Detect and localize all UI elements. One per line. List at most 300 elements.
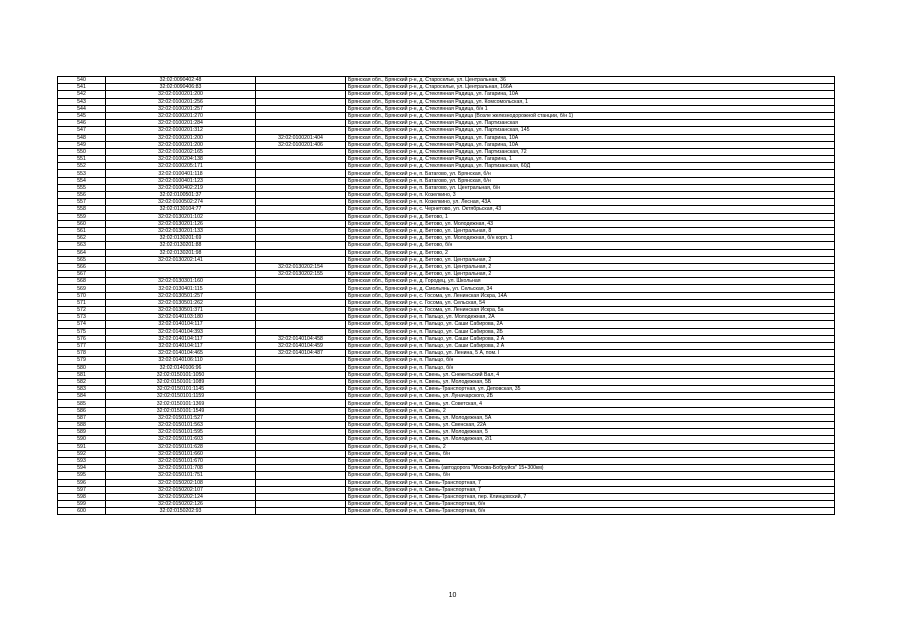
linked-cadastral-number-cell <box>256 299 346 306</box>
table-row <box>58 227 835 234</box>
address-cell: Брянская обл., Брянский р-н, д. Староселье, ул. Центральная, 166А <box>346 84 835 91</box>
row-number-cell: 560 <box>58 220 106 227</box>
address-cell: Брянская обл., Брянский р-н, д. Стеклянная Радица, ул. Партизанская, 60Д <box>346 163 835 170</box>
linked-cadastral-number-cell <box>256 127 346 134</box>
table-row <box>58 314 835 321</box>
table-row <box>58 134 835 141</box>
cadastral-number-cell: 32:02:0100502:274 <box>106 199 256 206</box>
address-cell: Брянская обл., Брянский р-н, п. Свень, 2 <box>346 443 835 450</box>
linked-cadastral-number-cell <box>256 98 346 105</box>
address-cell: Брянская обл., Брянский р-н, д. Бетово, ул. Центральная, 2 <box>346 263 835 270</box>
address-cell: Брянская обл., Брянский р-н, п. Пальцо, ул. Ленина, 5 А, пом. I <box>346 350 835 357</box>
row-number-cell: 600 <box>58 508 106 515</box>
linked-cadastral-number-cell: 32:02:0100201:404 <box>256 134 346 141</box>
linked-cadastral-number-cell <box>256 307 346 314</box>
row-number-cell: 564 <box>58 249 106 256</box>
address-cell: Брянская обл., Брянский р-н, п. Свень, ул. Молодежная, 5 <box>346 429 835 436</box>
table-row <box>58 77 835 84</box>
cadastral-number-cell: 32:02:0100401:123 <box>106 177 256 184</box>
linked-cadastral-number-cell <box>256 450 346 457</box>
table-row <box>58 156 835 163</box>
row-number-cell: 579 <box>58 357 106 364</box>
address-cell: Брянская обл., Брянский р-н, п. Свень-Транспортная, ул. Деповская, 35 <box>346 386 835 393</box>
address-cell: Брянская обл., Брянский р-н, д. Бетово, б/н <box>346 242 835 249</box>
row-number-cell: 561 <box>58 227 106 234</box>
row-number-cell: 586 <box>58 407 106 414</box>
cadastral-number-cell: 32:02:0150101:751 <box>106 472 256 479</box>
address-cell: Брянская обл., Брянский р-н, д. Стеклянная Радица, ул. Гагарина, 10А <box>346 141 835 148</box>
address-cell: Брянская обл., Брянский р-н, п. Свень-Транспортная, б/н <box>346 508 835 515</box>
address-cell: Брянская обл., Брянский р-н, п. Свень, ул. Снежетьский Вал, 4 <box>346 371 835 378</box>
row-number-cell: 547 <box>58 127 106 134</box>
linked-cadastral-number-cell <box>256 184 346 191</box>
address-cell: Брянская обл., Брянский р-н, д. Стеклянная Радица, б/н 1 <box>346 105 835 112</box>
row-number-cell: 570 <box>58 292 106 299</box>
row-number-cell: 544 <box>58 105 106 112</box>
table-row <box>58 443 835 450</box>
address-cell: Брянская обл., Брянский р-н, д. Стеклянная Радица, ул. Гагарина, 10А <box>346 134 835 141</box>
cadastral-number-cell: 32:02:0130202:141 <box>106 256 256 263</box>
linked-cadastral-number-cell <box>256 493 346 500</box>
address-cell: Брянская обл., Брянский р-н, д. Бетово, ул. Молодежная, 43 <box>346 220 835 227</box>
row-number-cell: 593 <box>58 457 106 464</box>
address-cell: Брянская обл., Брянский р-н, д. Городец, ул. Школьная <box>346 278 835 285</box>
linked-cadastral-number-cell: 32:02:0130202:155 <box>256 271 346 278</box>
linked-cadastral-number-cell: 32:02:0130202:154 <box>256 263 346 270</box>
cadastral-number-cell: 32:02:0130501:371 <box>106 307 256 314</box>
table-row <box>58 127 835 134</box>
linked-cadastral-number-cell <box>256 407 346 414</box>
table-row <box>58 278 835 285</box>
cadastral-number-cell: 32:02:0140104:465 <box>106 350 256 357</box>
row-number-cell: 578 <box>58 350 106 357</box>
address-cell: Брянская обл., Брянский р-н, с. Чернетово, ул. Октябрьская, 43 <box>346 206 835 213</box>
linked-cadastral-number-cell <box>256 256 346 263</box>
table-row <box>58 213 835 220</box>
cadastral-number-cell: 32:02:0150101:1145 <box>106 386 256 393</box>
table-row <box>58 407 835 414</box>
table-row <box>58 393 835 400</box>
address-cell: Брянская обл., Брянский р-н, п. Свень-Транспортная, пер. Клинцовский, 7 <box>346 493 835 500</box>
linked-cadastral-number-cell <box>256 77 346 84</box>
cadastral-number-cell <box>106 271 256 278</box>
address-cell: Брянская обл., Брянский р-н, д. Стеклянная Радица (Возле железнодорожной станции, б/н 1) <box>346 112 835 119</box>
table-row <box>58 422 835 429</box>
row-number-cell: 543 <box>58 98 106 105</box>
linked-cadastral-number-cell <box>256 148 346 155</box>
linked-cadastral-number-cell <box>256 378 346 385</box>
linked-cadastral-number-cell: 32:02:0140104:487 <box>256 350 346 357</box>
table-row <box>58 242 835 249</box>
row-number-cell: 558 <box>58 206 106 213</box>
address-cell: Брянская обл., Брянский р-н, п. Свень-Транспортная, 7 <box>346 486 835 493</box>
linked-cadastral-number-cell <box>256 465 346 472</box>
cadastral-number-cell: 32:02:0130201:102 <box>106 213 256 220</box>
address-cell: Брянская обл., Брянский р-н, д. Стеклянная Радица, ул. Партизанская, 145 <box>346 127 835 134</box>
linked-cadastral-number-cell <box>256 501 346 508</box>
table-row <box>58 307 835 314</box>
table-row <box>58 450 835 457</box>
address-cell: Брянская обл., Брянский р-н, п. Батагово, ул. Центральная, б/н <box>346 184 835 191</box>
cadastral-number-cell: 32:02:0150202:108 <box>106 479 256 486</box>
linked-cadastral-number-cell <box>256 84 346 91</box>
table-row <box>58 98 835 105</box>
cadastral-number-cell: 32:02:0100201:200 <box>106 141 256 148</box>
table-row <box>58 206 835 213</box>
row-number-cell: 553 <box>58 170 106 177</box>
row-number-cell: 545 <box>58 112 106 119</box>
row-number-cell: 577 <box>58 342 106 349</box>
row-number-cell: 581 <box>58 371 106 378</box>
table-row <box>58 163 835 170</box>
address-cell: Брянская обл., Брянский р-н, д. Бетово, ул. Молодежная, б/н корп. 1 <box>346 235 835 242</box>
address-cell: Брянская обл., Брянский р-н, п. Пальцо, ул. Молодежная, 2А <box>346 314 835 321</box>
row-number-cell: 549 <box>58 141 106 148</box>
cadastral-number-cell: 32:02:0140104:117 <box>106 321 256 328</box>
table-row <box>58 364 835 371</box>
table-row <box>58 192 835 199</box>
table-row <box>58 400 835 407</box>
address-cell: Брянская обл., Брянский р-н, п. Батагово, ул. Брянская, б/н <box>346 177 835 184</box>
row-number-cell: 551 <box>58 156 106 163</box>
linked-cadastral-number-cell <box>256 364 346 371</box>
address-cell: Брянская обл., Брянский р-н, п. Свень, б/н <box>346 472 835 479</box>
cadastral-number-cell: 32:02:0100205:171 <box>106 163 256 170</box>
cadastral-number-cell: 32:02:0140104:117 <box>106 342 256 349</box>
row-number-cell: 562 <box>58 235 106 242</box>
table-row <box>58 148 835 155</box>
address-cell: Брянская обл., Брянский р-н, д. Стеклянная Радица, ул. Гагарина, 1 <box>346 156 835 163</box>
table-row <box>58 486 835 493</box>
cadastral-number-cell: 32:02:0100201:312 <box>106 127 256 134</box>
row-number-cell: 555 <box>58 184 106 191</box>
row-number-cell: 597 <box>58 486 106 493</box>
linked-cadastral-number-cell <box>256 386 346 393</box>
table-row <box>58 177 835 184</box>
cadastral-number-cell: 32:02:0100201:256 <box>106 98 256 105</box>
table-row <box>58 350 835 357</box>
address-cell: Брянская обл., Брянский р-н, п. Свень-Транспортная, 7 <box>346 479 835 486</box>
address-cell: Брянская обл., Брянский р-н, с. Госома, ул. Ленинская Искра, 5а <box>346 307 835 314</box>
row-number-cell: 565 <box>58 256 106 263</box>
linked-cadastral-number-cell <box>256 170 346 177</box>
address-cell: Брянская обл., Брянский р-н, п. Свень (автодорога "Москва-Бобруйск" 15+300км) <box>346 465 835 472</box>
page-number: 10 <box>448 592 457 599</box>
row-number-cell: 592 <box>58 450 106 457</box>
table-row <box>58 493 835 500</box>
row-number-cell: 590 <box>58 436 106 443</box>
address-cell: Брянская обл., Брянский р-н, д. Староселье, ул. Центральная, 36 <box>346 77 835 84</box>
address-cell: Брянская обл., Брянский р-н, п. Свень, ул. Советская, 4 <box>346 400 835 407</box>
cadastral-number-cell: 32:02:0130501:257 <box>106 292 256 299</box>
table-row <box>58 501 835 508</box>
cadastral-number-cell: 32:02:0100201:200 <box>106 134 256 141</box>
table-row <box>58 285 835 292</box>
row-number-cell: 585 <box>58 400 106 407</box>
cadastral-number-cell: 32:02:0150101:1369 <box>106 400 256 407</box>
linked-cadastral-number-cell <box>256 278 346 285</box>
cadastral-number-cell: 32:02:0150101:670 <box>106 457 256 464</box>
address-cell: Брянская обл., Брянский р-н, д. Бетово, 1 <box>346 213 835 220</box>
cadastral-number-cell: 32:02:0130201:126 <box>106 220 256 227</box>
table-row <box>58 335 835 342</box>
linked-cadastral-number-cell <box>256 400 346 407</box>
linked-cadastral-number-cell <box>256 508 346 515</box>
row-number-cell: 548 <box>58 134 106 141</box>
address-cell: Брянская обл., Брянский р-н, п. Свень-Транспортная, б/н <box>346 501 835 508</box>
address-cell: Брянская обл., Брянский р-н, д. Стеклянная Радица, ул. Комсомольская, 1 <box>346 98 835 105</box>
address-cell: Брянская обл., Брянский р-н, п. Свень, б/н <box>346 450 835 457</box>
linked-cadastral-number-cell <box>256 292 346 299</box>
row-number-cell: 563 <box>58 242 106 249</box>
address-cell: Брянская обл., Брянский р-н, д. Стеклянная Радица, ул. Гагарина, 10А <box>346 91 835 98</box>
row-number-cell: 588 <box>58 422 106 429</box>
table-row <box>58 112 835 119</box>
table-row <box>58 292 835 299</box>
cadastral-number-cell: 32:02:0150202:124 <box>106 493 256 500</box>
table-row <box>58 328 835 335</box>
address-cell: Брянская обл., Брянский р-н, д. Бетово, ул. Центральная, 2 <box>346 256 835 263</box>
address-cell: Брянская обл., Брянский р-н, п. Пальцо, ул. Саши Сабирова, 2 А <box>346 335 835 342</box>
table-row <box>58 479 835 486</box>
row-number-cell: 557 <box>58 199 106 206</box>
row-number-cell: 567 <box>58 271 106 278</box>
address-cell: Брянская обл., Брянский р-н, п. Пальцо, ул. Саши Сабирова, 2Б <box>346 328 835 335</box>
row-number-cell: 554 <box>58 177 106 184</box>
address-cell: Брянская обл., Брянский р-н, п. Пальцо, ул. Саши Сабирова, 2 А <box>346 342 835 349</box>
cadastral-number-cell: 32:02:0100201:284 <box>106 120 256 127</box>
address-cell: Брянская обл., Брянский р-н, п. Пальцо, б/н <box>346 357 835 364</box>
row-number-cell: 556 <box>58 192 106 199</box>
address-cell: Брянская обл., Брянский р-н, п. Батагово, ул. Брянская, б/н <box>346 170 835 177</box>
cadastral-number-cell: 32:02:0100204:138 <box>106 156 256 163</box>
table-row <box>58 184 835 191</box>
table-row <box>58 249 835 256</box>
linked-cadastral-number-cell <box>256 357 346 364</box>
table-row <box>58 508 835 515</box>
table-row <box>58 235 835 242</box>
row-number-cell: 580 <box>58 364 106 371</box>
cadastral-number-cell: 32:02:0150101:527 <box>106 414 256 421</box>
address-cell: Брянская обл., Брянский р-н, п. Свень, ул. Молодежная, 2/1 <box>346 436 835 443</box>
table-row <box>58 256 835 263</box>
linked-cadastral-number-cell <box>256 429 346 436</box>
linked-cadastral-number-cell <box>256 371 346 378</box>
cadastral-number-cell: 32:02:0140106:110 <box>106 357 256 364</box>
cadastral-number-cell: 32:02:0130301:160 <box>106 278 256 285</box>
cadastral-number-cell: 32:02:0130201:133 <box>106 227 256 234</box>
table-row <box>58 371 835 378</box>
cadastral-number-cell: 32:02:0130201:69 <box>106 235 256 242</box>
address-cell: Брянская обл., Брянский р-н, п. Свень, ул. Луначарского, 2Б <box>346 393 835 400</box>
linked-cadastral-number-cell: 32:02:0140104:458 <box>256 335 346 342</box>
table-row <box>58 220 835 227</box>
cadastral-number-cell: 32:02:0150101:1050 <box>106 371 256 378</box>
linked-cadastral-number-cell <box>256 436 346 443</box>
row-number-cell: 559 <box>58 213 106 220</box>
row-number-cell: 572 <box>58 307 106 314</box>
row-number-cell: 574 <box>58 321 106 328</box>
table-row <box>58 465 835 472</box>
table-row <box>58 105 835 112</box>
cadastral-number-cell: 32:02:0100201:257 <box>106 105 256 112</box>
row-number-cell: 552 <box>58 163 106 170</box>
row-number-cell: 569 <box>58 285 106 292</box>
address-cell: Брянская обл., Брянский р-н, с. Госома, ул. Ленинская Искра, 14А <box>346 292 835 299</box>
linked-cadastral-number-cell <box>256 422 346 429</box>
linked-cadastral-number-cell <box>256 120 346 127</box>
cadastral-number-cell: 32:02:0140104:393 <box>106 328 256 335</box>
row-number-cell: 583 <box>58 386 106 393</box>
cadastral-number-cell: 32:02:0100201:270 <box>106 112 256 119</box>
linked-cadastral-number-cell <box>256 213 346 220</box>
row-number-cell: 540 <box>58 77 106 84</box>
row-number-cell: 571 <box>58 299 106 306</box>
linked-cadastral-number-cell <box>256 227 346 234</box>
cadastral-number-cell: 32:02:0130201:88 <box>106 242 256 249</box>
cadastral-number-cell: 32:02:0150101:1089 <box>106 378 256 385</box>
row-number-cell: 591 <box>58 443 106 450</box>
table-row <box>58 120 835 127</box>
row-number-cell: 550 <box>58 148 106 155</box>
row-number-cell: 599 <box>58 501 106 508</box>
row-number-cell: 566 <box>58 263 106 270</box>
table-row <box>58 429 835 436</box>
table-row <box>58 199 835 206</box>
cadastral-number-cell: 32:02:0150101:563 <box>106 422 256 429</box>
cadastral-number-cell: 32:02:0140103:180 <box>106 314 256 321</box>
linked-cadastral-number-cell <box>256 156 346 163</box>
address-cell: Брянская обл., Брянский р-н, д. Стеклянная Радица, ул. Партизанская <box>346 120 835 127</box>
cadastral-number-cell: 32:02:0130104:77 <box>106 206 256 213</box>
linked-cadastral-number-cell <box>256 457 346 464</box>
linked-cadastral-number-cell <box>256 393 346 400</box>
linked-cadastral-number-cell <box>256 220 346 227</box>
table-row <box>58 342 835 349</box>
cadastral-number-cell: 32:02:0150101:595 <box>106 429 256 436</box>
linked-cadastral-number-cell <box>256 206 346 213</box>
table-row <box>58 91 835 98</box>
table-row <box>58 386 835 393</box>
row-number-cell: 595 <box>58 472 106 479</box>
linked-cadastral-number-cell <box>256 163 346 170</box>
cadastral-number-cell: 32:02:0150202:93 <box>106 508 256 515</box>
address-cell: Брянская обл., Брянский р-н, п. Свень, ул. Свенская, 22А <box>346 422 835 429</box>
table-row <box>58 414 835 421</box>
linked-cadastral-number-cell <box>256 242 346 249</box>
table-row <box>58 321 835 328</box>
cadastral-number-cell: 32:02:0100201:200 <box>106 91 256 98</box>
cadastral-number-cell: 32:02:0100202:165 <box>106 148 256 155</box>
linked-cadastral-number-cell: 32:02:0140104:459 <box>256 342 346 349</box>
row-number-cell: 568 <box>58 278 106 285</box>
linked-cadastral-number-cell <box>256 321 346 328</box>
address-cell: Брянская обл., Брянский р-н, д. Бетово, 2 <box>346 249 835 256</box>
address-cell: Брянская обл., Брянский р-н, с. Госома, ул. Сельская, 54 <box>346 299 835 306</box>
linked-cadastral-number-cell <box>256 285 346 292</box>
address-cell: Брянская обл., Брянский р-н, д. Смольянь, ул. Сельская, 34 <box>346 285 835 292</box>
row-number-cell: 541 <box>58 84 106 91</box>
linked-cadastral-number-cell <box>256 105 346 112</box>
row-number-cell: 576 <box>58 335 106 342</box>
cadastral-number-cell: 32:02:0130401:115 <box>106 285 256 292</box>
table-row <box>58 472 835 479</box>
cadastral-number-cell: 32:02:0150202:107 <box>106 486 256 493</box>
cadastral-number-cell: 32:02:0150101:1159 <box>106 393 256 400</box>
linked-cadastral-number-cell <box>256 199 346 206</box>
table-row <box>58 141 835 148</box>
row-number-cell: 575 <box>58 328 106 335</box>
cadastral-number-cell: 32:02:0140106:96 <box>106 364 256 371</box>
linked-cadastral-number-cell <box>256 479 346 486</box>
cadastral-number-cell: 32:02:0150202:126 <box>106 501 256 508</box>
table-row <box>58 271 835 278</box>
linked-cadastral-number-cell <box>256 328 346 335</box>
row-number-cell: 594 <box>58 465 106 472</box>
linked-cadastral-number-cell: 32:02:0100201:406 <box>256 141 346 148</box>
address-cell: Брянская обл., Брянский р-н, п. Свень, ул. Молодежная, 5Б <box>346 378 835 385</box>
table-row <box>58 170 835 177</box>
row-number-cell: 589 <box>58 429 106 436</box>
address-cell: Брянская обл., Брянский р-н, п. Свень <box>346 457 835 464</box>
registry-table <box>57 76 835 515</box>
linked-cadastral-number-cell <box>256 91 346 98</box>
cadastral-number-cell: 32:02:0150101:660 <box>106 450 256 457</box>
cadastral-number-cell: 32:02:0100401:118 <box>106 170 256 177</box>
row-number-cell: 598 <box>58 493 106 500</box>
row-number-cell: 584 <box>58 393 106 400</box>
address-cell: Брянская обл., Брянский р-н, п. Свень, ул. Молодежная, 5А <box>346 414 835 421</box>
linked-cadastral-number-cell <box>256 486 346 493</box>
cadastral-number-cell: 32:02:0140104:117 <box>106 335 256 342</box>
registry-table-body <box>58 77 835 515</box>
cadastral-number-cell: 32:02:0090406:83 <box>106 84 256 91</box>
address-cell: Брянская обл., Брянский р-н, п. Козелкино, ул. Лесная, 43А <box>346 199 835 206</box>
row-number-cell: 582 <box>58 378 106 385</box>
table-row <box>58 457 835 464</box>
row-number-cell: 573 <box>58 314 106 321</box>
cadastral-number-cell <box>106 263 256 270</box>
linked-cadastral-number-cell <box>256 192 346 199</box>
cadastral-number-cell: 32:02:0100501:37 <box>106 192 256 199</box>
cadastral-number-cell: 32:02:0130501:262 <box>106 299 256 306</box>
table-row <box>58 299 835 306</box>
table-row <box>58 357 835 364</box>
row-number-cell: 596 <box>58 479 106 486</box>
cadastral-number-cell: 32:02:0150101:1549 <box>106 407 256 414</box>
cadastral-number-cell: 32:02:0090402:48 <box>106 77 256 84</box>
linked-cadastral-number-cell <box>256 414 346 421</box>
linked-cadastral-number-cell <box>256 177 346 184</box>
linked-cadastral-number-cell <box>256 443 346 450</box>
address-cell: Брянская обл., Брянский р-н, п. Пальцо, б/н <box>346 364 835 371</box>
address-cell: Брянская обл., Брянский р-н, п. Козелкино, 3 <box>346 192 835 199</box>
address-cell: Брянская обл., Брянский р-н, п. Свень, 2 <box>346 407 835 414</box>
linked-cadastral-number-cell <box>256 235 346 242</box>
address-cell: Брянская обл., Брянский р-н, д. Бетово, ул. Центральная, 8 <box>346 227 835 234</box>
cadastral-number-cell: 32:02:0130201:98 <box>106 249 256 256</box>
table-row <box>58 378 835 385</box>
address-cell: Брянская обл., Брянский р-н, д. Стеклянная Радица, ул. Партизанская, 72 <box>346 148 835 155</box>
linked-cadastral-number-cell <box>256 472 346 479</box>
cadastral-number-cell: 32:02:0150101:628 <box>106 443 256 450</box>
row-number-cell: 542 <box>58 91 106 98</box>
row-number-cell: 587 <box>58 414 106 421</box>
linked-cadastral-number-cell <box>256 249 346 256</box>
address-cell: Брянская обл., Брянский р-н, п. Пальцо, ул. Саши Сабирова, 2А <box>346 321 835 328</box>
linked-cadastral-number-cell <box>256 112 346 119</box>
table-row <box>58 84 835 91</box>
